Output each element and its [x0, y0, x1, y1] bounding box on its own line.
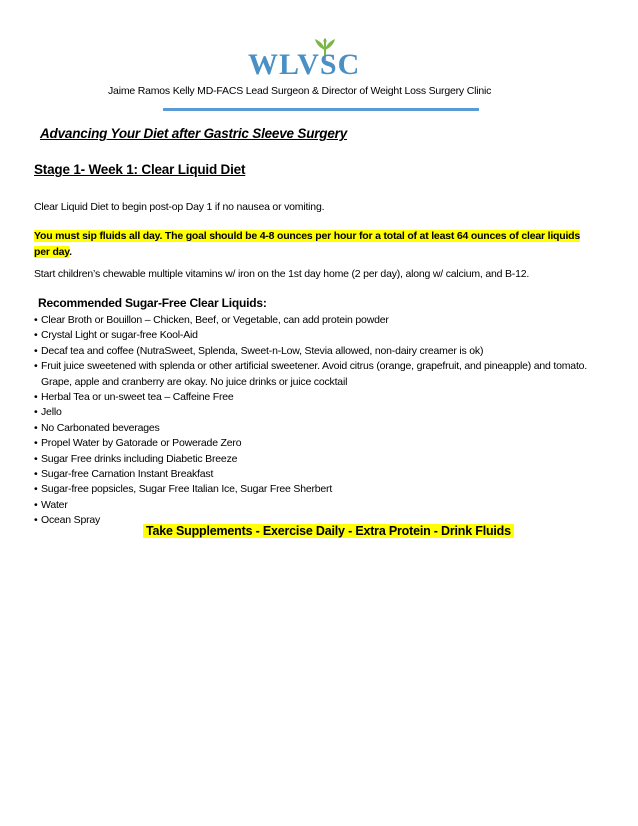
- fluid-goal-period: .: [69, 246, 72, 258]
- footer-banner: Take Supplements - Exercise Daily - Extra Protein - Drink Fluids: [143, 524, 514, 538]
- stage-title: Stage 1- Week 1: Clear Liquid Diet: [34, 162, 246, 177]
- page-title: Advancing Your Diet after Gastric Sleeve Surgery: [40, 126, 348, 141]
- list-item: • Sugar-free Carnation Instant Breakfast: [34, 467, 594, 482]
- list-item: • Sugar-free popsicles, Sugar Free Italian Ice, Sugar Free Sherbert: [34, 482, 594, 497]
- bullet-icon: •: [34, 344, 38, 357]
- list-item: • Jello: [34, 405, 594, 420]
- list-item: • Propel Water by Gatorade or Powerade Zero: [34, 436, 594, 451]
- list-item: • Fruit juice sweetened with splenda or other artificial sweetener. Avoid citrus (orange, grapefruit, and pineapple) and tomato. Grape, apple and cranberry are okay. No juice drinks or juice cocktail: [34, 360, 588, 388]
- list-item: • Crystal Light or sugar-free Kool-Aid: [34, 328, 594, 343]
- bullet-icon: •: [34, 452, 38, 465]
- bullet-icon: •: [34, 498, 38, 511]
- liquids-list: [34, 313, 594, 529]
- list-item: • Water: [34, 498, 594, 513]
- list-item: • No Carbonated beverages: [34, 421, 594, 436]
- list-item: • Clear Broth or Bouillon – Chicken, Beef, or Vegetable, can add protein powder: [34, 313, 594, 328]
- header-divider: [163, 108, 479, 111]
- fluid-goal-text: You must sip fluids all day. The goal should be 4-8 ounces per hour for a total of at least 64 ounces of clear liquids per day: [34, 230, 581, 258]
- bullet-icon: •: [34, 421, 38, 434]
- list-item: • Sugar Free drinks including Diabetic Breeze: [34, 452, 594, 467]
- list-item: • Decaf tea and coffee (NutraSweet, Splenda, Sweet-n-Low, Stevia allowed, non-dairy creamer is ok): [34, 344, 594, 359]
- bullet-icon: •: [34, 329, 38, 342]
- bullet-icon: •: [34, 314, 38, 326]
- bullet-icon: •: [34, 468, 38, 481]
- fluid-goal-notice: [34, 228, 596, 260]
- bullet-icon: •: [34, 360, 38, 373]
- list-item: • Ocean Spray: [34, 513, 594, 528]
- liquids-list-title: Recommended Sugar-Free Clear Liquids:: [38, 296, 267, 310]
- vitamin-instructions: Start children’s chewable multiple vitamins w/ iron on the 1st day home (2 per day), along w/ calcium, and B-12.: [34, 268, 530, 280]
- surgeon-header: Jaime Ramos Kelly MD-FACS Lead Surgeon & Director of Weight Loss Surgery Clinic: [108, 85, 492, 97]
- bullet-icon: •: [34, 391, 38, 404]
- stage-intro: Clear Liquid Diet to begin post-op Day 1 if no nausea or vomiting.: [34, 201, 325, 213]
- clinic-logo: [248, 38, 388, 88]
- bullet-icon: •: [34, 483, 38, 496]
- logo-text: WLVSC: [248, 48, 361, 81]
- bullet-icon: •: [34, 406, 38, 419]
- bullet-icon: •: [34, 514, 38, 527]
- bullet-icon: •: [34, 437, 38, 450]
- list-item: • Herbal Tea or un-sweet tea – Caffeine Free: [34, 390, 594, 405]
